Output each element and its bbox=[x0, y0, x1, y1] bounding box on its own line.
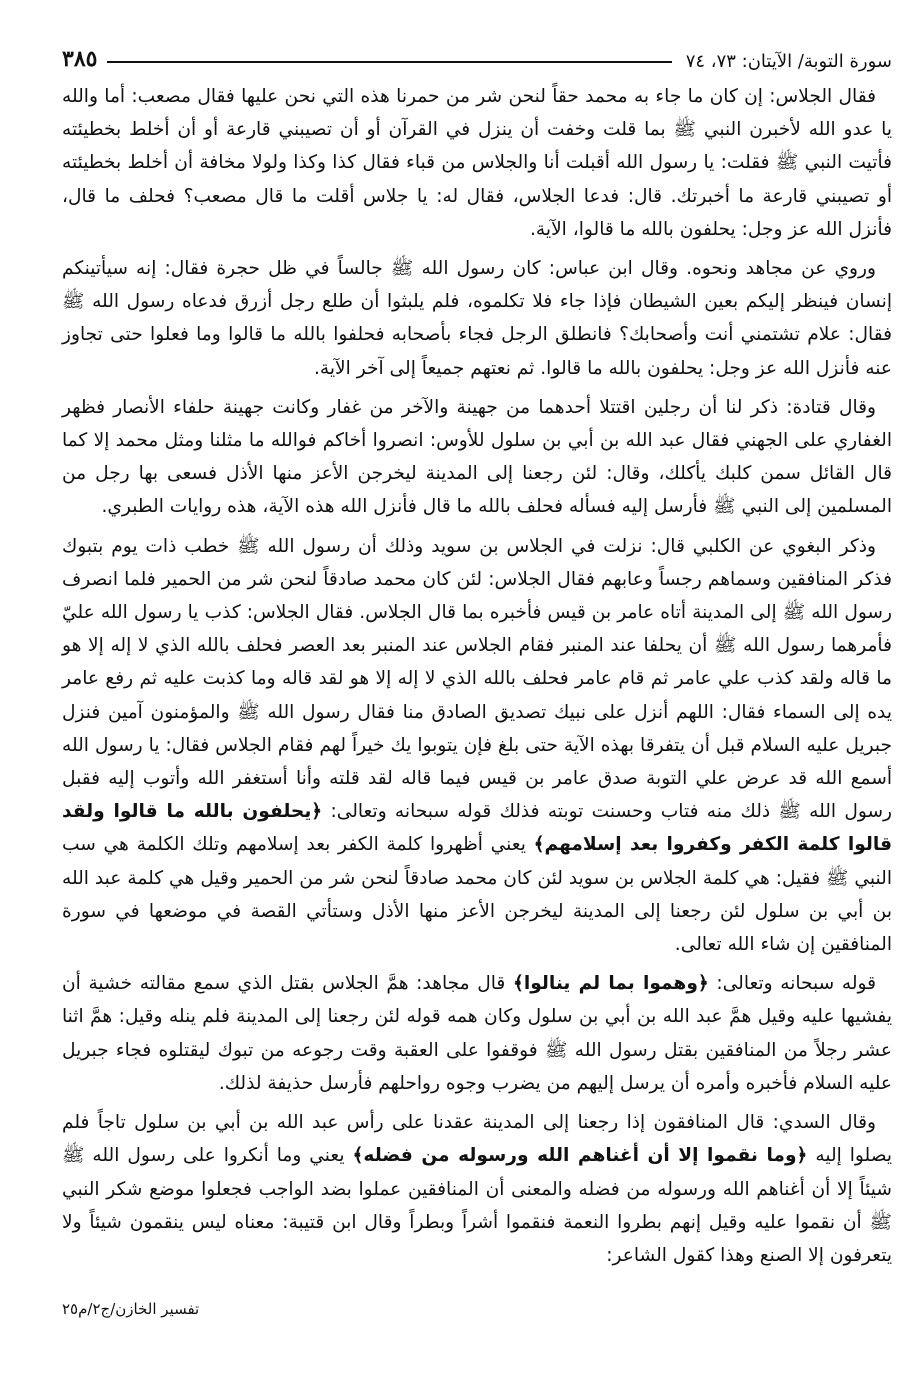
quran-verse: ﴿وما نقموا إلا أن أغناهم الله ورسوله من فضله﴾ bbox=[352, 1145, 808, 1167]
header-rule bbox=[107, 61, 671, 63]
paragraph-text: وقال قتادة: ذكر لنا أن رجلين اقتتلا أحدهما من جهينة والآخر من غفار وكانت جهينة حلفاء الأنصار فظهر الغفاري على الجهني فقال عبد الله بن أبي بن سلول للأوس: انصروا أخاكم فوالله ما مثلنا ومثل محمد إلا كما قال القائل سمن كلبك يأكلك، وقال: لئن رجعنا إلى المدينة ليخرجن الأعز منها الأذل فسعى بها رجل من المسلمين إلى النبي ﷺ فأرسل إليه فسأله فحلف بالله ما قال فأنزل الله هذه الآية، هذه روايات الطبري. bbox=[62, 396, 892, 518]
paragraph bbox=[62, 80, 892, 246]
paragraph bbox=[62, 252, 892, 385]
footer-signature: تفسير الخازن/ج٢/م٢٥ bbox=[62, 1300, 200, 1318]
paragraph bbox=[62, 967, 892, 1100]
quran-verse: ﴿وهموا بما لم ينالوا﴾ bbox=[512, 973, 709, 995]
running-head: سورة التوبة/ الآيتان: ٧٣، ٧٤ bbox=[685, 51, 892, 72]
paragraph-text: يعني وما أنكروا على رسول الله ﷺ شيئاً إلا أن أغناهم الله ورسوله من فضله والمعنى أن المنافقين عملوا بضد الواجب فجعلوا موضع شكر النبي ﷺ أن نقموا عليه وقيل إنهم بطروا النعمة فنقموا أشراً وبطراً وقال ابن قتيبة: معناه ليس ينقمون شيئاً ولا يتعرفون إلا الصنع وهذا كقول الشاعر: bbox=[62, 1145, 892, 1266]
paragraph-text: قوله سبحانه وتعالى: bbox=[708, 973, 876, 995]
paragraph bbox=[62, 1106, 892, 1272]
paragraph bbox=[62, 530, 892, 962]
page-header bbox=[62, 36, 892, 72]
page-number: ٣٨٥ bbox=[62, 46, 98, 72]
quran-verse: ﴿يحلفون بالله ما قالوا ولقد قالوا كلمة الكفر وكفروا بعد إسلامهم﴾ bbox=[62, 801, 892, 856]
paragraph-text: يعني أظهروا كلمة الكفر بعد إسلامهم وتلك الكلمة هي سب النبي ﷺ فقيل: هي كلمة الجلاس بن سويد لئن كان محمد صادقاً لنحن شر من الحمير وقيل هي كلمة عبد الله بن أبي بن سلول لئن رجعنا إلى المدينة ليخرجن الأعز منها الأذل وستأتي القصة في موضعها في سورة المنافقين إن شاء الله تعالى. bbox=[62, 834, 892, 956]
page-body bbox=[62, 80, 892, 1272]
paragraph-text: وروي عن مجاهد ونحوه. وقال ابن عباس: كان رسول الله ﷺ جالساً في ظل حجرة فقال: إنه سيأتينكم إنسان فينظر إليكم بعين الشيطان فإذا جاء فلا تكلموه، فلم يلبثوا أن طلع رجل أزرق فدعاه رسول الله ﷺ فقال: علام تشتمني أنت وأصحابك؟ فانطلق الرجل فجاء بأصحابه فحلفوا بالله ما قالوا وما فعلوا حتى تجاوز عنه فأنزل الله عز وجل: يحلفون بالله ما قالوا. ثم نعتهم جميعاً إلى آخر الآية. bbox=[62, 258, 892, 379]
paragraph-text: وقال السدي: قال المنافقون إذا رجعنا إلى المدينة عقدنا على رأس عبد الله بن أبي بن سلول تاجاً فلم يصلوا إليه bbox=[62, 1112, 892, 1167]
paragraph bbox=[62, 391, 892, 524]
paragraph-text: فقال الجلاس: إن كان ما جاء به محمد حقاً لنحن شر من حمرنا هذه التي نحن عليها فقال مصعب: أما والله يا عدو الله لأخبرن النبي ﷺ بما قلت وخفت أن ينزل في القرآن أو أن تصيبني قارعة أو أن أخلط بخطيئته فأتيت النبي ﷺ فقلت: يا رسول الله أقبلت أنا والجلاس من قباء فقال كذا وكذا ولولا مخافة أن أخلط بخطيئته أو تصيبني قارعة ما أخبرتك. قال: فدعا الجلاس، فقال له: يا جلاس أقلت ما قال مصعب؟ فحلف ما قال، فأنزل الله عز وجل: يحلفون بالله ما قالوا، الآية. bbox=[62, 86, 892, 240]
paragraph-text: قال مجاهد: همَّ الجلاس بقتل الذي سمع مقالته خشية أن يفشيها عليه وقيل همَّ عبد الله بن أبي بن سلول وكان همه قوله لئن رجعنا إلى المدينة فلم ينله وقيل: همَّ اثنا عشر رجلاً من المنافقين بقتل رسول الله ﷺ فوقفوا على العقبة وقت رجوعه من تبوك ليقتلوه فجاء جبريل عليه السلام فأخبره وأمره أن يرسل إليهم من يضرب وجوه رواحلهم فأرسل حذيفة لذلك. bbox=[62, 973, 892, 1094]
paragraph-text: وذكر البغوي عن الكلبي قال: نزلت في الجلاس بن سويد وذلك أن رسول الله ﷺ خطب ذات يوم بتبوك فذكر المنافقين وسماهم رجساً وعابهم فقال الجلاس: لئن كان محمد صادقاً لنحن شر من الحمير فلما انصرف رسول الله ﷺ إلى المدينة أتاه عامر بن قيس فأخبره بما قال الجلاس. فقال الجلاس: كذب يا رسول الله عليّ فأمرهما رسول الله ﷺ أن يحلفا عند المنبر فقام الجلاس عند المنبر بعد العصر فحلف بالله الذي لا إله إلا هو ما قاله ولقد كذب علي عامر ثم قام عامر فحلف بالله الذي لا إله إلا هو لقد قاله وما كذبت عليه ثم رفع عامر يده إلى السماء فقال: اللهم أنزل على نبيك تصديق الصادق منا فقال رسول الله ﷺ والمؤمنون آمين فنزل جبريل عليه السلام قبل أن يتفرقا بهذه الآية حتى بلغ فإن يتوبوا يك خيراً لهم فقام الجلاس فقال: يا رسول الله أسمع الله قد عرض علي التوبة صدق عامر بن قيس فيما قاله لقد قلته وأنا أستغفر الله وأتوب إليه فقبل رسول الله ﷺ ذلك منه فتاب وحسنت توبته فذلك قوله سبحانه وتعالى: bbox=[62, 535, 892, 823]
